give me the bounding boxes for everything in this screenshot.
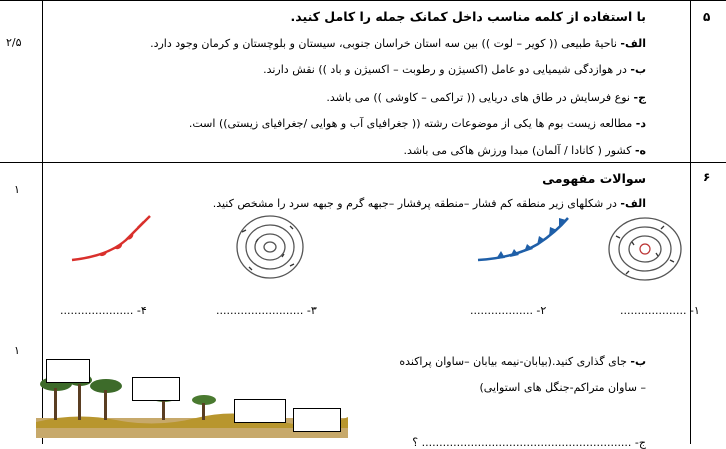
row-divider — [0, 162, 726, 163]
answer-blank-4[interactable]: ۴- ..................... — [60, 304, 147, 317]
isobar-ring — [264, 242, 276, 252]
question-5-score: ۲/۵ — [6, 36, 22, 49]
q6-part-b-text: جای گذاری کنید.(بیابان-نیمه بیابان –ساوان پراکنده — [399, 355, 627, 368]
top-border — [0, 0, 726, 1]
q6-part-b-label: ب- — [630, 355, 646, 368]
q5-item-e-text: کشور ( کانادا / آلمان) مبدا ورزش هاکی می باشد. — [403, 144, 632, 157]
biome-answer-box-2[interactable] — [132, 377, 180, 401]
question-number-6: ۶ — [703, 170, 711, 184]
q6-part-a-label: الف- — [620, 197, 646, 210]
q6-part-c-cutoff: ج- ............................................................ ؟ — [412, 436, 646, 449]
q5-item-c-label: ج- — [633, 91, 646, 104]
warm-front-semicircle — [137, 221, 143, 227]
q5-item-d-label: د- — [635, 117, 646, 130]
warm-front-line — [72, 216, 150, 260]
cold-front-diagram — [474, 214, 574, 266]
warm-front-diagram — [68, 210, 158, 266]
cold-front-line — [478, 218, 568, 260]
question-6-title: سوالات مفهومی — [542, 171, 646, 186]
low-center-icon — [640, 244, 650, 254]
question-5-title: با استفاده از کلمه مناسب داخل کمانک جمله را کامل کنید. — [290, 9, 646, 24]
low-pressure-diagram — [604, 214, 686, 284]
q6-part-a-score: ۱ — [14, 183, 20, 196]
question-number-5: ۵ — [703, 10, 711, 24]
q5-item-b-label: ب- — [630, 63, 646, 76]
biome-answer-box-1[interactable] — [46, 359, 90, 383]
biome-answer-box-4[interactable] — [293, 408, 341, 432]
high-pressure-diagram — [232, 212, 308, 282]
answer-blank-2[interactable]: ۲- .................. — [470, 304, 547, 317]
answer-blank-1[interactable]: ۱- ................... — [620, 304, 700, 317]
number-column-divider — [690, 0, 691, 444]
warm-front-semicircle — [114, 243, 122, 249]
cold-front-triangle — [537, 236, 545, 245]
q5-item-d — [189, 117, 646, 130]
biome-answer-box-3[interactable] — [234, 399, 286, 423]
q5-item-c-text: نوع فرسایش در طاق های دریایی (( تراکمی – کاوشی )) می باشد. — [326, 91, 630, 104]
cold-front-triangle — [496, 251, 505, 259]
isobar-ring — [619, 227, 671, 271]
isobar-ring — [246, 225, 294, 269]
q6-part-b-score: ۱ — [14, 344, 20, 357]
q6-part-b-text2: – ساوان متراکم-جنگل های استوایی) — [479, 381, 646, 394]
q5-item-d-text: مطالعه زیست بوم ها یکی از موضوعات رشته (( جغرافیای آب و هوایی /جغرافیای زیستی)) است. — [188, 117, 633, 130]
isobar-ring — [255, 234, 285, 260]
isobar-ring — [629, 236, 661, 262]
q5-item-a-text: ناحیهٔ طبیعی (( کویر – لوت )) بین سه استان خراسان جنوبی، سیستان و بلوچستان و کرمان وجود دارد. — [150, 37, 617, 50]
q5-item-b-text: در هوازدگی شیمیایی دو عامل (اکسیژن و رطوبت – اکسیژن و باد )) نقش دارند. — [263, 63, 627, 76]
q6-part-b — [399, 355, 646, 368]
q5-item-e-label: ه- — [634, 144, 646, 157]
q5-item-c — [326, 91, 646, 104]
answer-blank-3[interactable]: ۳- ......................... — [216, 304, 317, 317]
q5-item-b — [263, 63, 646, 76]
q5-item-e — [404, 144, 646, 157]
q6-part-a-text: در شکلهای زیر منطقه کم فشار –منطقه پرفشار –جبهه گرم و جبهه سرد را مشخص کنید. — [212, 197, 617, 210]
q5-item-a-label: الف- — [620, 37, 646, 50]
cold-front-triangle — [524, 244, 533, 252]
wind-arrow-icon — [616, 226, 674, 274]
q5-item-a — [150, 37, 646, 50]
q6-part-a — [213, 197, 646, 210]
warm-front-semicircle — [126, 233, 133, 240]
